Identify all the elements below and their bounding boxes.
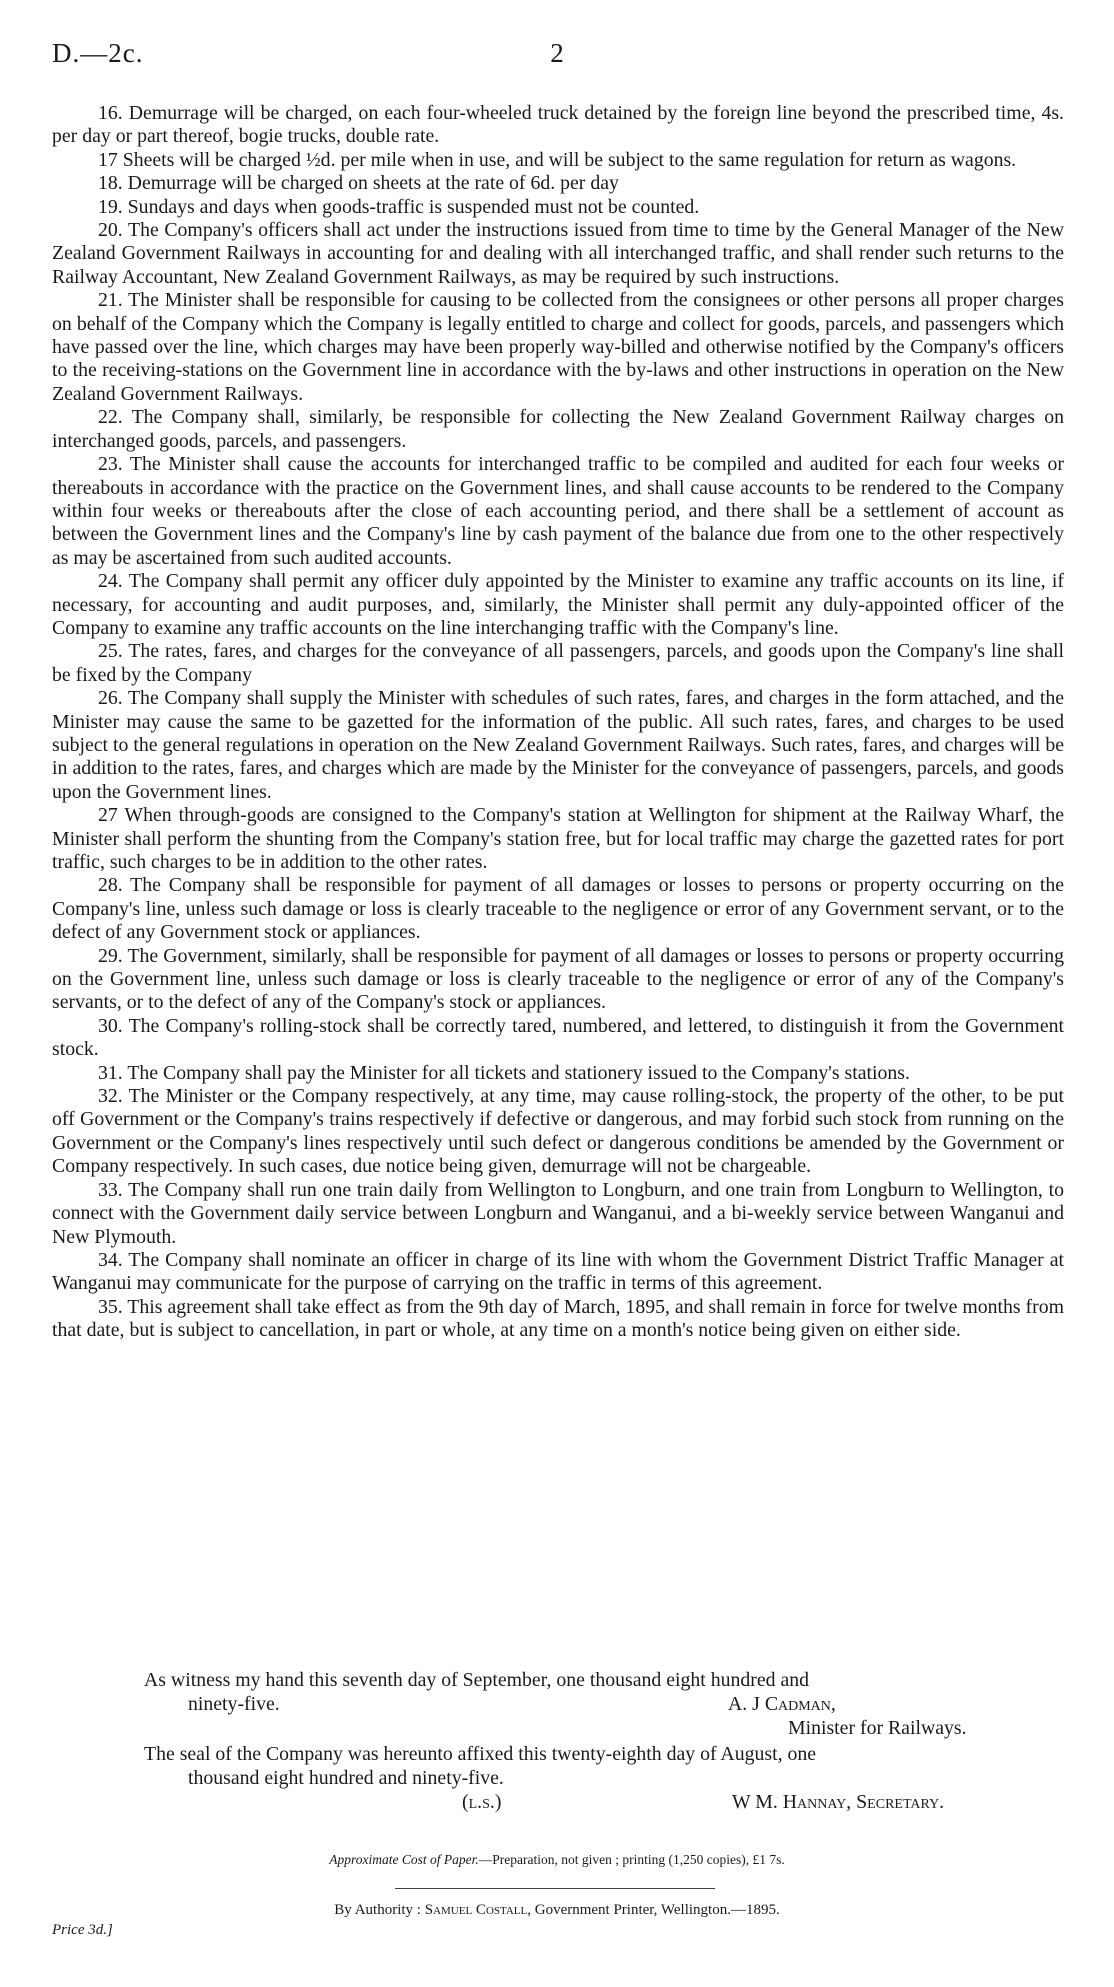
- clause-25: 25. The rates, fares, and charges for the conveyance of all passengers, parcels, and goods upon the Company's line shall be fixed by the Company: [52, 640, 1064, 686]
- clause-22: 22. The Company shall, similarly, be responsible for collecting the New Zealand Government Railway charges on interchanged goods, parcels, and passengers.: [52, 406, 1064, 452]
- paper-cost-text: —Preparation, not given ; printing (1,250 copies), £1 7s.: [478, 1852, 785, 1867]
- clause-26: 26. The Company shall supply the Minister with schedules of such rates, fares, and charges in the form attached, and the Minister may cause the same to be gazetted for the information of the public. All such rates, fares, and charges to be used subject to the general regulations in operation on the New Zealand Government Railways. Such rates, fares, and charges will be in addition to the rates, fares, and charges which are made by the Minister for the conveyance of passengers, parcels, and goods upon the Government lines.: [52, 687, 1064, 803]
- signer-title: Minister for Railways.: [788, 1717, 967, 1739]
- clause-30: 30. The Company's rolling-stock shall be correctly tared, numbered, and lettered, to distinguish it from the Government stock.: [52, 1014, 1064, 1061]
- page-header: [52, 38, 1062, 78]
- signer-name: A. J Cadman,: [728, 1693, 836, 1715]
- price-note: Price 3d.]: [52, 1922, 113, 1938]
- footer-divider: [395, 1888, 715, 1889]
- witness-block: [52, 1668, 1064, 1740]
- clause-16: 16. Demurrage will be charged, on each four-wheeled truck detained by the foreign line beyond the prescribed time, 4s. per day or part thereof, bogie trucks, double rate.: [52, 102, 1064, 148]
- clause-20: 20. The Company's officers shall act under the instructions issued from time to time by the General Manager of the New Zealand Government Railways in accounting for and dealing with all interchanged traffic, and shall render such returns to the Railway Accountant, New Zealand Government Railways, as may be required by such instructions.: [52, 219, 1064, 288]
- agreement-clauses: [52, 102, 1064, 1343]
- authority-prefix: By Authority :: [334, 1902, 421, 1918]
- page-number: 2: [550, 38, 564, 68]
- clause-33: 33. The Company shall run one train daily from Wellington to Longburn, and one train from Longburn to Wellington, to connect with the Government daily service between Longburn and Wanganui, and a bi-weekly service between Wanganui and New Plymouth.: [52, 1178, 1064, 1248]
- clause-28: 28. The Company shall be responsible for payment of all damages or losses to persons or property occurring on the Company's line, unless such damage or loss is clearly traceable to the negligence or error of any Government servant, or to the defect of any Government stock or appliances.: [52, 874, 1064, 944]
- clause-23: 23. The Minister shall cause the accounts for interchanged traffic to be compiled and audited for each four weeks or thereabouts in accordance with the practice on the Government lines, and shall cause accounts to be rendered to the Company within four weeks or thereabouts after the close of each accounting period, and there shall be a settlement of account as between the Government lines and the Company's line by cash payment of the balance due from one to the other respectively as may be ascertained from such audited accounts.: [52, 453, 1064, 569]
- clause-27: 27 When through-goods are consigned to the Company's station at Wellington for shipment at the Railway Wharf, the Minister shall perform the shunting from the Company's station free, but for local traffic may charge the gazetted rates for port traffic, such charges to be in addition to the other rates.: [52, 804, 1064, 873]
- paper-cost-note: [0, 1852, 1114, 1868]
- clause-19: 19. Sundays and days when goods-traffic is suspended must not be counted.: [98, 195, 700, 218]
- clause-35: 35. This agreement shall take effect as from the 9th day of March, 1895, and shall remain in force for twelve months from that date, but is subject to cancellation, in part or whole, at any time on a month's notice being given on either side.: [52, 1295, 1064, 1342]
- document-reference: D.—2c.: [52, 38, 144, 68]
- clause-34: 34. The Company shall nominate an officer in charge of its line with whom the Government District Traffic Manager at Wanganui may communicate for the purpose of carrying on the traffic in terms of this agreement.: [52, 1248, 1064, 1295]
- clause-24: 24. The Company shall permit any officer duly appointed by the Minister to examine any traffic accounts on its line, if necessary, for accounting and audit purposes, and, similarly, the Minister shall permit any duly-appointed officer of the Company to examine any traffic accounts on the line interchanging traffic with the Company's line.: [52, 570, 1064, 639]
- printer-name: Samuel Costall,: [424, 1902, 531, 1918]
- authority-suffix: Government Printer, Wellington.—1895.: [534, 1902, 780, 1918]
- clause-29: 29. The Government, similarly, shall be responsible for payment of all damages or losses to persons or property occurring on the Government line, unless such damage or loss is clearly traceable to the negligence or error of any of the Company's servants, or to the defect of any of the Company's stock or appliances.: [52, 944, 1064, 1014]
- witness-line-1: As witness my hand this seventh day of September, one thousand eight hundred and: [144, 1669, 810, 1691]
- seal-line-2: thousand eight hundred and ninety-five.: [188, 1767, 504, 1789]
- clause-18: 18. Demurrage will be charged on sheets at the rate of 6d. per day: [98, 172, 619, 195]
- clause-21: 21. The Minister shall be responsible for causing to be collected from the consignees or other persons all proper charges on behalf of the Company which the Company is legally entitled to charge and collect for goods, parcels, and passengers which have passed over the line, which charges may have been properly way-billed and otherwise notified by the Company's officers to the receiving-stations on the Government line in accordance with the by-laws and other instructions in operation on the New Zealand Government Railways.: [52, 289, 1064, 405]
- paper-cost-label: Approximate Cost of Paper.: [329, 1852, 479, 1867]
- secretary-signature: W M. Hannay, Secretary.: [732, 1791, 945, 1813]
- seal-line-1: The seal of the Company was hereunto affixed this twenty-eighth day of August, one: [144, 1743, 817, 1765]
- seal-block: [52, 1742, 1064, 1814]
- seal-mark: (l.s.): [462, 1791, 502, 1813]
- witness-line-2: ninety-five.: [188, 1693, 280, 1715]
- clause-31: 31. The Company shall pay the Minister for all tickets and stationery issued to the Company's stations.: [98, 1061, 910, 1084]
- clause-32: 32. The Minister or the Company respectively, at any time, may cause rolling-stock, the property of the other, to be put off Government or the Company's trains respectively if defective or dangerous, and may forbid such stock from running on the Government or the Company's lines respectively until such defect or dangerous conditions be amended by the Government or Company respectively. In such cases, due notice being given, demurrage will not be chargeable.: [52, 1085, 1064, 1178]
- printer-authority: [0, 1902, 1114, 1919]
- clause-17: 17 Sheets will be charged ½d. per mile when in use, and will be subject to the same regulation for return as wagons.: [98, 148, 1017, 171]
